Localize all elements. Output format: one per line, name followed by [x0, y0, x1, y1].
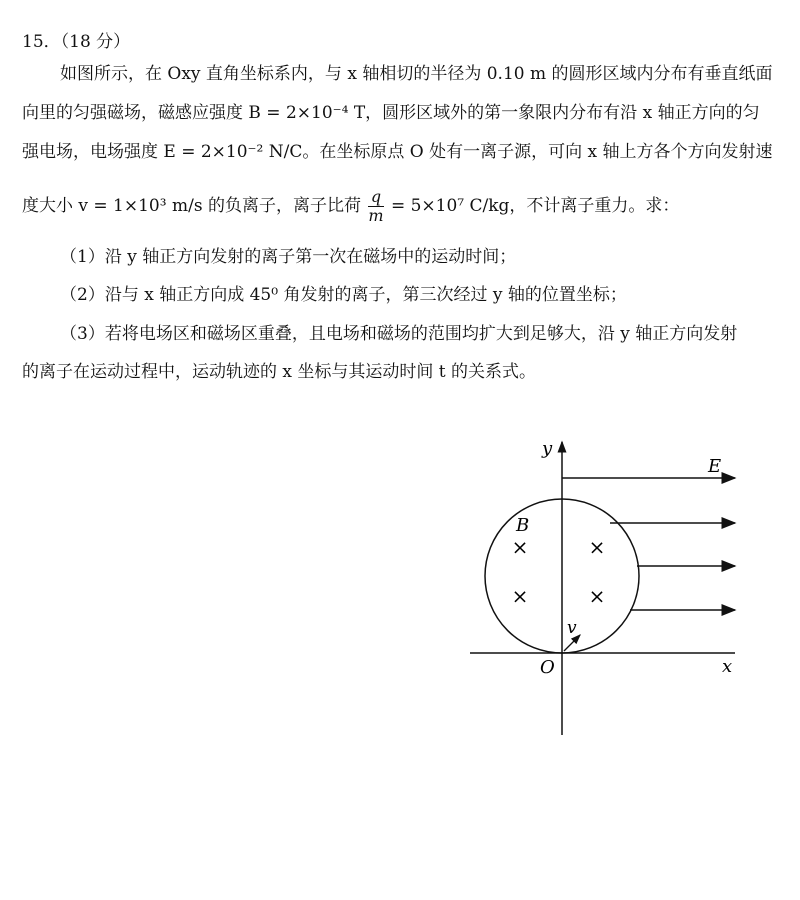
intro-line-2: 向里的匀强磁场，磁感应强度 B = 2×10⁻⁴ T，圆形区域外的第一象限内分布有沿 x 轴正方向的匀 [22, 103, 760, 123]
question-3-continued: 的离子在运动过程中，运动轨迹的 x 坐标与其运动时间 t 的关系式。 [22, 362, 537, 382]
charge-mass-ratio [368, 188, 383, 225]
b-field-label: B [516, 515, 530, 536]
e-field-label: E [708, 456, 722, 477]
ratio-denominator: m [368, 206, 384, 225]
physics-figure [450, 430, 770, 740]
problem-header: 15．（18 分） [22, 32, 131, 52]
origin-label: O [540, 657, 555, 678]
intro-line-1: 如图所示，在 Oxy 直角坐标系内，与 x 轴相切的半径为 0.10 m 的圆形区域内分布有垂直纸面 [60, 64, 773, 84]
y-axis-label: y [542, 438, 553, 459]
intro-line-3: 强电场，电场强度 E = 2×10⁻² N/C。在坐标原点 O 处有一离子源，可向 x 轴上方各个方向发射速 [22, 142, 773, 162]
field-diagram [450, 430, 770, 740]
x-axis-label: x [722, 656, 733, 677]
field-mark-1: × [511, 535, 529, 559]
question-3: （3）若将电场区和磁场区重叠，且电场和磁场的范围均扩大到足够大，沿 y 轴正方向发射 [60, 324, 738, 344]
question-2: （2）沿与 x 轴正方向成 45⁰ 角发射的离子，第三次经过 y 轴的位置坐标； [60, 285, 627, 305]
field-mark-3: × [511, 584, 529, 608]
line4-suffix: = 5×10⁷ C/kg，不计离子重力。求： [390, 196, 680, 216]
intro-line-4 [22, 188, 679, 225]
velocity-label: v [567, 618, 577, 638]
line4-prefix: 度大小 v = 1×10³ m/s 的负离子，离子比荷 [22, 196, 361, 216]
field-mark-4: × [588, 584, 606, 608]
question-1: （1）沿 y 轴正方向发射的离子第一次在磁场中的运动时间； [60, 247, 517, 267]
field-mark-2: × [588, 535, 606, 559]
ratio-numerator: q [368, 188, 383, 207]
